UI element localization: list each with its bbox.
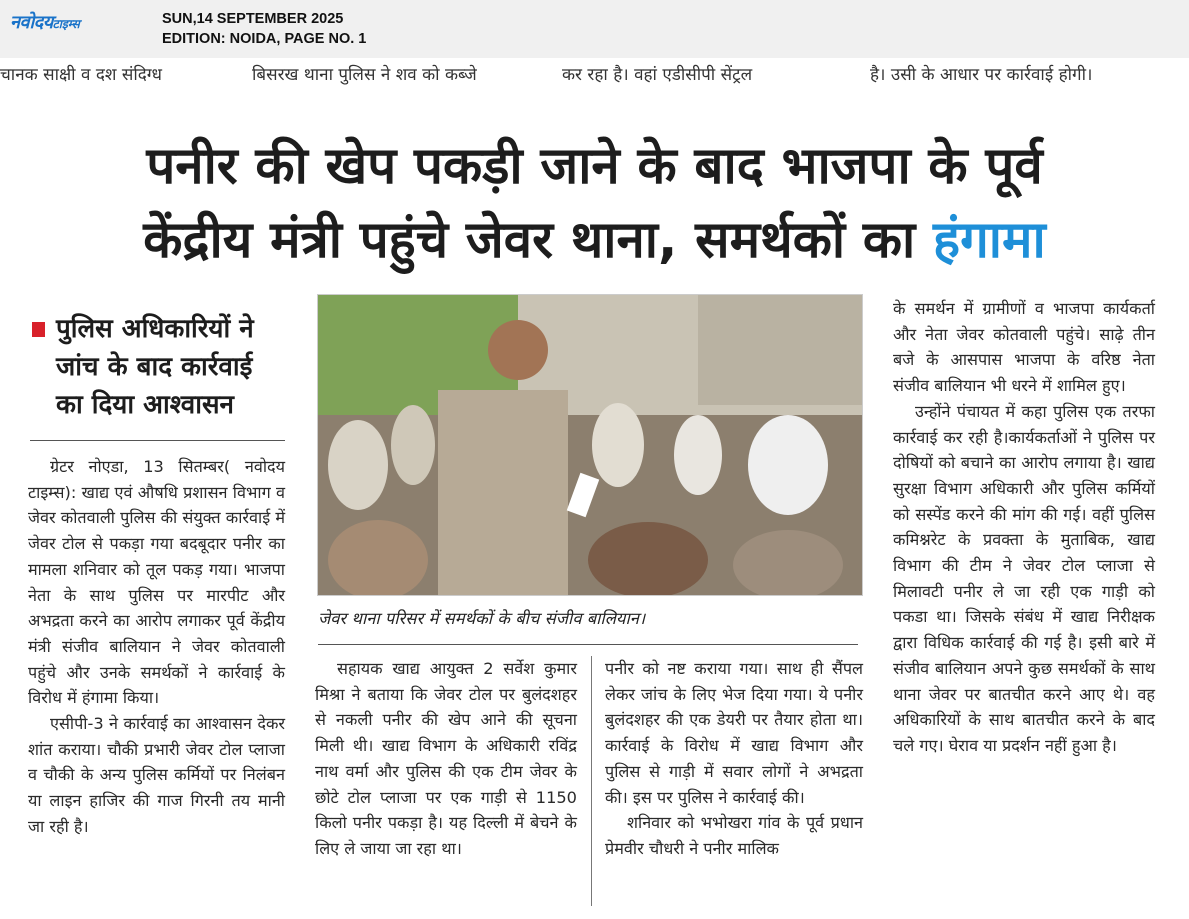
cutoff-text-2: बिसरख थाना पुलिस ने शव को कब्जे <box>252 65 477 85</box>
paragraph: एसीपी-3 ने कार्रवाई का आश्वासन देकर शांत कराया। चौकी प्रभारी जेवर टोल प्लाजा व चौकी के अन्य पुलिस कर्मियों पर निलंबन या लाइन हाजिर की गाज गिरनी तय मानी जा रही है। <box>28 714 285 836</box>
paragraph: के समर्थन में ग्रामीणों व भाजपा कार्यकर्ता और नेता जेवर कोतवाली पहुंचे। साढ़े तीन बजे के आसपास भाजपा के वरिष्ठ नेता संजीव बालियान भी धरने में शामिल हुए। <box>893 299 1155 396</box>
previous-article-strip <box>0 58 1189 90</box>
headline-line-2-main: केंद्रीय मंत्री पहुंचे जेवर थाना, समर्थकों का <box>143 211 916 270</box>
paragraph: उन्होंने पंचायत में कहा पुलिस एक तरफा कार्रवाई कर रही है।कार्यकर्ताओं ने पुलिस पर दोषियों को बचाने का आरोप लगाया है। खाद्य सुरक्षा विभाग अधिकारी और पुलिस कर्मियों को सस्पेंड करने की मांग की गई। वहीं पुलिस कमिश्नरेट के प्रवक्ता के मुताबिक, खाद्य विभाग की टीम ने जेवर टोल प्लाजा से मिलावटी पनीर ले जा रही एक गाड़ी को पकडा था। जिसके संबंध में खाद्य निरीक्षक द्वारा विधिक कार्रवाई की गई है। इसी बारे में संजीव बालियान अपने कुछ समर्थकों के साथ थाना जेवर पर बातचीत करने आए थे। वह अधिकारियों के साथ बातचीत करने के बाद चले गए। घेराव या प्रदर्शन नहीं हुआ है। <box>893 401 1155 755</box>
article-column-2 <box>315 656 577 862</box>
edition-line: EDITION: NOIDA, PAGE NO. 1 <box>162 31 367 47</box>
logo-sub-text: टाइम्स <box>52 17 80 31</box>
red-bullet-icon <box>32 322 45 337</box>
headline <box>0 130 1189 278</box>
cutoff-text-1: चानक साक्षी व दश संदिग्ध <box>0 65 162 85</box>
paragraph: पनीर को नष्ट कराया गया। साथ ही सैंपल लेकर जांच के लिए भेज दिया गया। ये पनीर बुलंदशहर की एक डेयरी पर तैयार होता था। कार्रवाई के विरोध में खाद्य विभाग और पुलिस से गाड़ी में सवार लोगों ने अभद्रता की। इस पर पुलिस ने कार्रवाई की। <box>605 659 863 807</box>
news-photo <box>317 294 863 596</box>
caption-rule <box>318 644 858 645</box>
photo-caption: जेवर थाना परिसर में समर्थकों के बीच संजीव बालियान। <box>318 609 646 628</box>
date-line: SUN,14 SEPTEMBER 2025 <box>162 11 344 27</box>
headline-line-2 <box>0 204 1189 278</box>
article-column-4 <box>893 296 1155 759</box>
paragraph: ग्रेटर नोएडा, 13 सितम्बर( नवोदय टाइम्स): खाद्य एवं औषधि प्रशासन विभाग व जेवर कोतवाली पुलिस की संयुक्त कार्रवाई में जेवर टोल से पकड़ा गया बदबूदार पनीर का मामला शनिवार को तूल पकड़ गया। भाजपा नेता के साथ पुलिस पर मारपीट और अभद्रता करने का आरोप लगाकर पूर्व केंद्रीय मंत्री संजीव बालियान ने जेवर कोतवाली पहुंचे और उनके समर्थकों ने कार्रवाई के विरोध में हंगामा किया। <box>28 457 285 708</box>
headline-line-1: पनीर की खेप पकड़ी जाने के बाद भाजपा के पूर्व <box>146 137 1043 196</box>
subheadline-rule <box>30 440 285 441</box>
article-column-3 <box>605 656 863 862</box>
headline-accent-word: हंगामा <box>932 211 1046 270</box>
subheadline-text: पुलिस अधिकारियों ने जांच के बाद कार्रवाई का दिया आश्वासन <box>56 314 254 420</box>
paragraph: सहायक खाद्य आयुक्त 2 सर्वेश कुमार मिश्रा ने बताया कि जेवर टोल पर बुलंदशहर से नकली पनीर की खेप आने की सूचना मिली थी। खाद्य विभाग के अधिकारी रविंद्र नाथ वर्मा और पुलिस की एक टीम जेवर के छोटे टोल प्लाजा पर एक गाड़ी से 1150 किलो पनीर पकड़ा है। यह दिल्ली में बेचने के लिए ले जाया जा रहा था। <box>315 659 577 858</box>
subheadline <box>32 310 287 424</box>
column-divider <box>591 656 592 906</box>
newspaper-logo <box>10 10 80 34</box>
paragraph: शनिवार को भभोखरा गांव के पूर्व प्रधान प्रेमवीर चौधरी ने पनीर मालिक <box>605 813 863 858</box>
masthead-bar <box>0 0 1189 58</box>
cutoff-text-3: कर रहा है। वहां एडीसीपी सेंट्रल <box>562 65 753 85</box>
edition-info <box>162 9 366 49</box>
logo-main-text: नवोदय <box>10 12 53 33</box>
cutoff-text-4: है। उसी के आधार पर कार्रवाई होगी। <box>870 65 1093 85</box>
article-column-1 <box>28 454 285 840</box>
